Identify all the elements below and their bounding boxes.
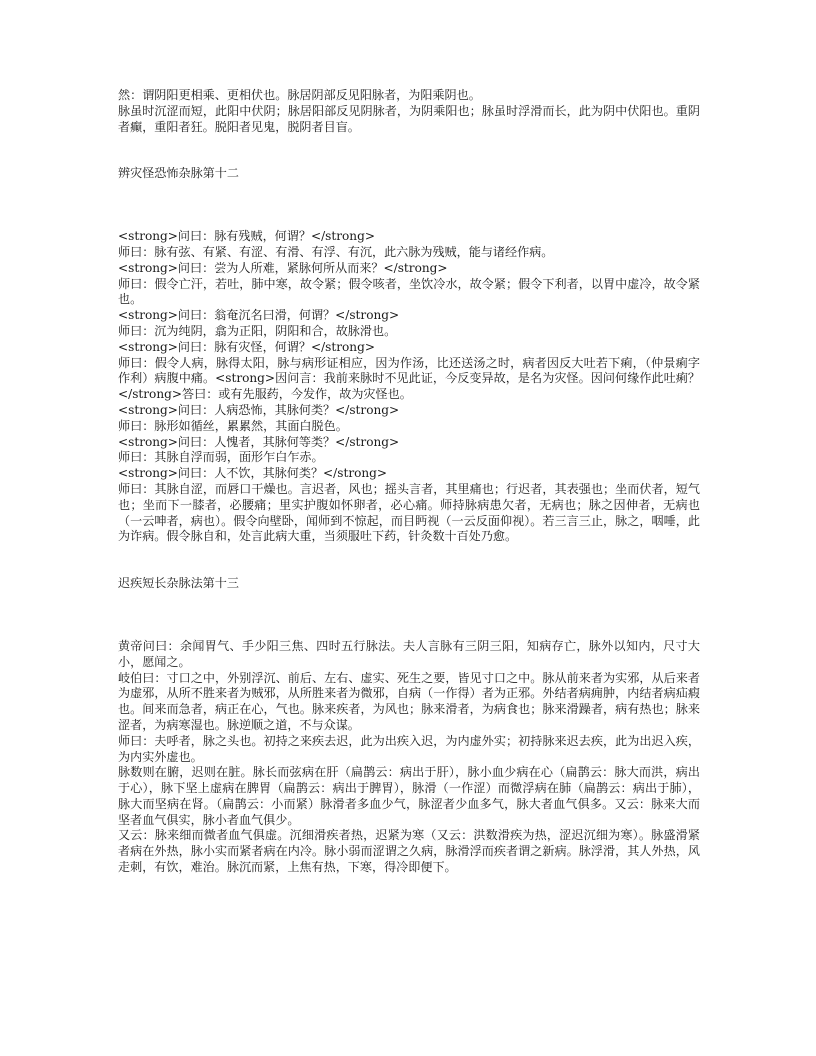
paragraph-a-can-zei: 师曰：脉有弦、有紧、有涩、有滑、有浮、有沉，此六脉为残贼，能与诸经作病。 (118, 244, 554, 259)
paragraph-a-bu-yin: 师曰：其脉自涩，而唇口干燥也。言迟者，风也；摇头言者，其里痛也；行迟者，其表强也；坐而伏者，短气也；坐而下一膝者，必腰痛；里实护腹如怀卵者，必心痛。师持脉病患欠者，无病也；脉之因伸者，无病也（一云呻者，病也）。假令向壁卧，闻师到不惊起，而目眄视（一云反面仰视）。若三言三止，脉之，咽唾，此为诈病。假令脉自和，处言此病大重，当须服吐下药，针灸数十百处乃愈。 (118, 481, 700, 544)
paragraph-a-weng-yan: 师曰：沉为纯阴，翕为正阳，阴阳和合，故脉滑也。 (118, 323, 397, 338)
spacer (118, 135, 700, 166)
paragraph-q-bu-yin: <strong>问曰：人不饮，其脉何类？</strong> (118, 466, 388, 481)
paragraph-qibo-answer: 岐伯曰：寸口之中，外别浮沉、前后、左右、虚实、死生之要，皆见寸口之中。脉从前来者为实邪，从后来者为虚邪，从所不胜来者为贼邪，从所胜来者为微邪，自病（一作得）者为正邪。外结者病痈肿，内结者病疝瘕也。间来而急者，病正在心，气也。脉来疾者，为风也；脉来滑者，为病食也；脉来滑躁者，病有热也；脉来涩者，为病寒湿也。脉逆顺之道，不与众谋。 (118, 670, 700, 732)
paragraph-q-weng-yan: <strong>问曰：翁奄沉名曰滑，何谓？</strong> (118, 308, 400, 323)
spacer (118, 592, 700, 639)
paragraph-a-kui-zhe: 师曰：其脉自浮而弱，面形乍白乍赤。 (118, 450, 324, 465)
document-body (118, 88, 700, 876)
paragraph-q-kui-zhe: <strong>问曰：人愧者，其脉何等类？</strong> (118, 434, 400, 449)
paragraph-a-kong-bu: 师曰：脉形如循丝，累累然，其面白脱色。 (118, 418, 348, 433)
paragraph-q-zai-guai: <strong>问曰：脉有灾怪，何谓？</strong> (118, 339, 375, 354)
heading-chapter-thirteen: 迟疾短长杂脉法第十三 (118, 576, 239, 591)
paragraph-q-can-zei: <strong>问曰：脉有残贼，何谓？</strong> (118, 229, 375, 244)
paragraph-you-yun-mai-lai-xi: 又云：脉来细而微者血气俱虚。沉细滑疾者热，迟紧为寒（又云：洪数滑疾为热，涩迟沉细为寒）。脉盛滑紧者病在外热，脉小实而紧者病在内冷。脉小弱而涩谓之久病，脉滑浮而疾者谓之新病。脉浮滑，其人外热，风走刺，有饮，难治。脉沉而紧，上焦有热，下寒，得冷即便下。 (118, 828, 700, 875)
paragraph-q-jin-mai: <strong>问曰：尝为人所难，紧脉何所从而来？</strong> (118, 260, 448, 275)
spacer (118, 182, 700, 229)
paragraph-a-jin-mai: 师曰：假令亡汗，若吐，肺中寒，故令紧；假令咳者，坐饮冷水，故令紧；假令下利者，以胃中虚冷，故令紧也。 (118, 276, 700, 307)
heading-chapter-twelve: 辨灾怪恐怖杂脉第十二 (118, 166, 239, 181)
paragraph-yin-yang-intro: 然：谓阴阳更相乘、更相伏也。脉居阴部反见阳脉者，为阳乘阴也。 (118, 88, 481, 102)
paragraph-shi-yue-hu-zhe: 师曰：夫呼者，脉之头也。初持之来疾去迟，此为出疾入迟，为内虚外实；初持脉来迟去疾，此为出迟入疾，为内实外虚也。 (118, 733, 700, 764)
paragraph-chen-se-duan: 脉虽时沉涩而短，此阳中伏阴；脉居阳部反见阴脉者，为阴乘阳也；脉虽时浮滑而长，此为阴中伏阳也。重阴者癫，重阳者狂。脱阳者见鬼，脱阴者目盲。 (118, 103, 700, 134)
paragraph-huangdi-question: 黄帝问曰：余闻胃气、手少阳三焦、四时五行脉法。夫人言脉有三阴三阳，知病存亡，脉外以知内，尺寸大小，愿闻之。 (118, 638, 700, 669)
paragraph-a-zai-guai: 师曰：假令人病，脉得太阳，脉与病形证相应，因为作汤，比还送汤之时，病者因反大吐若下痢，（仲景痢字作利）病腹中痛。<strong>因问言：我前来脉时不见此证，今反变异故，是名为灾怪。因问何缘作此吐痢？</strong>答曰：或有先服药，今发作，故为灾怪也。 (118, 355, 700, 402)
paragraph-q-kong-bu: <strong>问曰：人病恐怖，其脉何类？</strong> (118, 402, 400, 417)
spacer (118, 545, 700, 576)
paragraph-mai-shu-ze-zai-fu: 脉数则在腑，迟则在脏。脉长而弦病在肝（扁鹊云：病出于肝），脉小血少病在心（扁鹊云：脉大而洪，病出于心），脉下坚上虚病在脾胃（扁鹊云：病出于脾胃），脉滑（一作涩）而微浮病在肺（扁鹊云：病出于肺），脉大而坚病在肾。（扁鹊云：小而紧）脉滑者多血少气，脉涩者少血多气，脉大者血气俱多。又云：脉来大而坚者血气俱实，脉小者血气俱少。 (118, 765, 700, 827)
